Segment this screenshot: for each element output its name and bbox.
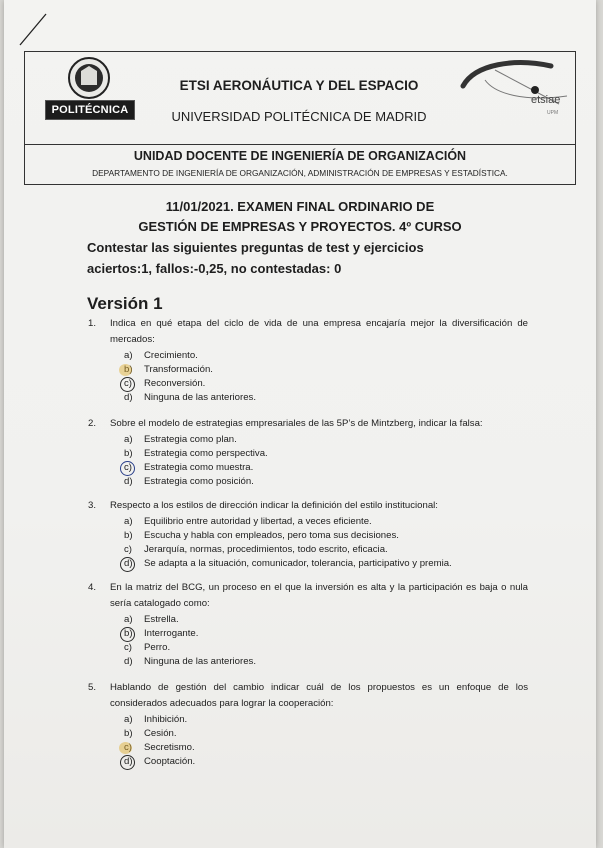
etsiae-swoosh-icon — [455, 56, 571, 116]
answer-circle — [120, 377, 135, 392]
question-text: Respecto a los estilos de dirección indicar la definición del estilo institucional: — [110, 500, 438, 511]
exam-title-line1: 11/01/2021. EXAMEN FINAL ORDINARIO DE — [165, 199, 435, 214]
option-letter: a) — [124, 614, 133, 625]
option-a[interactable] — [124, 433, 528, 447]
question-2 — [88, 416, 528, 489]
option-letter: a) — [124, 434, 133, 445]
option-letter: b) — [124, 364, 133, 375]
question-1 — [88, 316, 528, 405]
option-b[interactable] — [124, 529, 528, 543]
answer-circle — [120, 755, 135, 770]
question-4 — [88, 580, 528, 669]
option-letter: b) — [124, 448, 133, 459]
option-letter: b) — [124, 628, 133, 639]
upm-wordmark: POLITÉCNICA — [45, 100, 135, 120]
option-b[interactable] — [124, 363, 528, 377]
option-letter: a) — [124, 714, 133, 725]
option-letter: a) — [124, 350, 133, 361]
option-letter: d) — [124, 756, 133, 767]
marker-highlight — [119, 742, 132, 754]
option-b[interactable] — [124, 627, 528, 641]
department-name: DEPARTAMENTO DE INGENIERÍA DE ORGANIZACIÓN, ADMINISTRACIÓN DE EMPRESAS Y ESTADÍSTICA. — [92, 168, 508, 178]
option-text: Se adapta a la situación, comunicador, tolerancia, participativo y premia. — [144, 558, 452, 569]
option-letter: c) — [124, 642, 132, 653]
option-text: Estrategia como plan. — [144, 434, 237, 445]
question-3 — [88, 498, 528, 571]
option-c[interactable] — [124, 543, 528, 557]
option-letter: b) — [124, 530, 133, 541]
exam-sheet — [4, 0, 596, 848]
unit-title: UNIDAD DOCENTE DE INGENIERÍA DE ORGANIZACIÓN — [133, 149, 467, 163]
option-letter: d) — [124, 392, 133, 403]
option-text: Ninguna de las anteriores. — [144, 656, 256, 667]
marker-highlight — [119, 364, 132, 376]
option-a[interactable] — [124, 349, 528, 363]
option-text: Transformación. — [144, 364, 213, 375]
option-letter: d) — [124, 476, 133, 487]
option-letter: b) — [124, 728, 133, 739]
upm-logo — [39, 56, 139, 140]
option-letter: a) — [124, 516, 133, 527]
option-a[interactable] — [124, 713, 528, 727]
option-b[interactable] — [124, 727, 528, 741]
option-text: Estrategia como muestra. — [144, 462, 254, 473]
question-text: Indica en qué etapa del ciclo de vida de una empresa encajaría mejor la diversificación de mercados: — [110, 318, 528, 345]
question-number: 3. — [88, 500, 97, 511]
answer-circle — [120, 461, 135, 476]
option-letter: c) — [124, 544, 132, 555]
pen-mark — [18, 12, 48, 46]
option-c[interactable] — [124, 377, 528, 391]
etsiae-logo — [455, 56, 571, 140]
option-d[interactable] — [124, 655, 528, 669]
exam-title-line2: GESTIÓN DE EMPRESAS Y PROYECTOS. 4º CURSO — [138, 219, 462, 234]
question-number: 5. — [88, 682, 97, 693]
university-name: UNIVERSIDAD POLITÉCNICA DE MADRID — [171, 109, 427, 124]
instructions — [87, 237, 567, 279]
option-c[interactable] — [124, 641, 528, 655]
option-letter: c) — [124, 742, 132, 753]
exam-title — [24, 197, 576, 237]
answer-circle — [120, 557, 135, 572]
option-c[interactable] — [124, 741, 528, 755]
etsiae-sub: UPM — [547, 110, 559, 116]
version-heading: Versión 1 — [87, 294, 163, 313]
option-c[interactable] — [124, 461, 528, 475]
option-a[interactable] — [124, 613, 528, 627]
option-d[interactable] — [124, 755, 528, 769]
etsiae-wordmark: etsiae — [531, 94, 561, 106]
option-letter: c) — [124, 378, 132, 389]
instructions-line1: Contestar las siguientes preguntas de test y ejercicios — [87, 240, 424, 255]
option-text: Crecimiento. — [144, 350, 198, 361]
option-text: Estrella. — [144, 614, 179, 625]
question-text: En la matriz del BCG, un proceso en el que la inversión es alta y la participación es baja o nula sería catalogado como: — [110, 582, 528, 609]
option-text: Estrategia como posición. — [144, 476, 254, 487]
option-d[interactable] — [124, 475, 528, 489]
option-text: Secretismo. — [144, 742, 195, 753]
upm-seal-icon — [67, 56, 111, 100]
option-text: Interrogante. — [144, 628, 199, 639]
option-d[interactable] — [124, 391, 528, 405]
option-letter: d) — [124, 656, 133, 667]
exam-header — [24, 51, 576, 185]
option-letter: d) — [124, 558, 133, 569]
question-5 — [88, 680, 528, 769]
option-b[interactable] — [124, 447, 528, 461]
answer-circle — [120, 627, 135, 642]
question-number: 1. — [88, 318, 97, 329]
option-letter: c) — [124, 462, 132, 473]
option-text: Perro. — [144, 642, 171, 653]
option-text: Escucha y habla con empleados, pero toma sus decisiones. — [144, 530, 399, 541]
option-text: Estrategia como perspectiva. — [144, 448, 268, 459]
option-text: Ninguna de las anteriores. — [144, 392, 256, 403]
question-number: 4. — [88, 582, 97, 593]
option-text: Equilibrio entre autoridad y libertad, a veces eficiente. — [144, 516, 372, 527]
option-text: Inhibición. — [144, 714, 188, 725]
question-number: 2. — [88, 418, 97, 429]
question-text: Hablando de gestión del cambio indicar cuál de los propuestos es un enfoque de los considerados adecuados para lograr la cooperación: — [110, 682, 528, 709]
school-name: ETSI AERONÁUTICA Y DEL ESPACIO — [179, 78, 419, 93]
option-a[interactable] — [124, 515, 528, 529]
option-text: Cesión. — [144, 728, 177, 739]
header-top-row — [25, 52, 575, 145]
instructions-line2: aciertos:1, fallos:-0,25, no contestadas: 0 — [87, 261, 342, 276]
option-text: Cooptación. — [144, 756, 196, 767]
option-text: Reconversión. — [144, 378, 206, 389]
question-text: Sobre el modelo de estrategias empresariales de las 5P’s de Mintzberg, indicar la falsa: — [110, 418, 483, 429]
option-text: Jerarquía, normas, procedimientos, todo escrito, eficacia. — [144, 544, 388, 555]
option-d[interactable] — [124, 557, 528, 571]
